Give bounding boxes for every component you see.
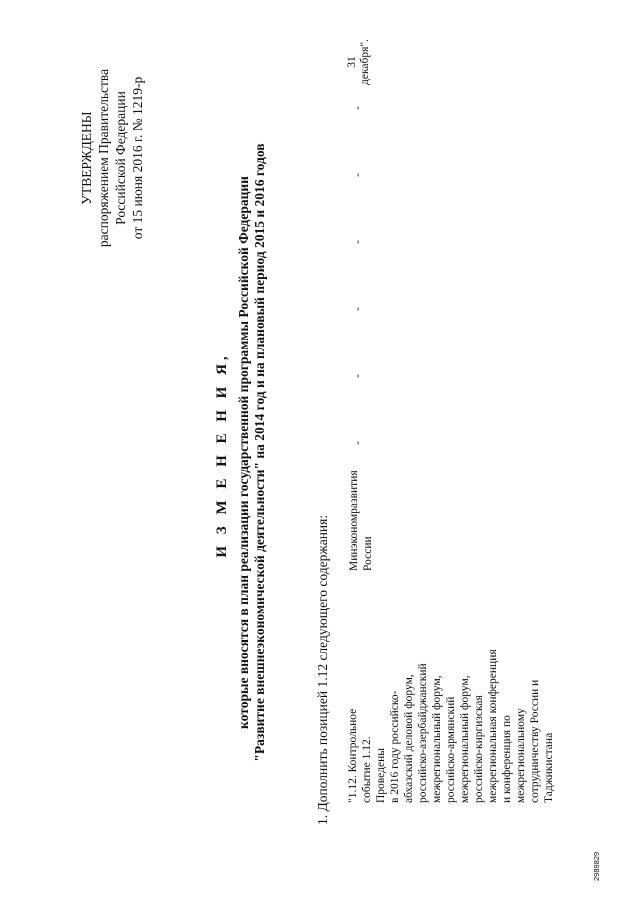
event-line: Таджикистана <box>543 732 555 803</box>
empty-cell-dash: - <box>350 307 364 311</box>
deadline-month: декабря". <box>359 39 371 85</box>
approval-line: Российской Федерации <box>113 91 128 225</box>
responsible-executor <box>347 470 375 571</box>
event-line: сотрудничеству России и <box>529 679 541 803</box>
document-subtitle-line2: "Развитие внешнеэкономической деятельности" на 2014 год и на плановый период 2015 и 2016 годов <box>252 143 267 762</box>
event-line: межрегиональный форум, <box>431 675 443 803</box>
event-description <box>346 603 556 803</box>
approval-line: распоряжением Правительства <box>96 68 111 248</box>
event-line: "1.12. Контрольное <box>347 708 359 803</box>
approval-stamp <box>78 43 146 273</box>
approval-title: УТВЕРЖДЕНЫ <box>79 111 94 205</box>
document-subtitle-line1: которые вносятся в план реализации государственной программы Российской Федерации <box>236 176 251 729</box>
document-title: И З М Е Н Е Н И Я, <box>214 352 230 558</box>
event-line: событие 1.12. <box>361 736 373 803</box>
deadline-day: 31 <box>346 56 358 68</box>
empty-cell-dash: - <box>350 106 364 110</box>
deadline-date <box>346 39 372 85</box>
event-line: в 2016 году российско- <box>389 690 401 803</box>
event-line: и конференция по <box>501 715 513 803</box>
empty-cell-dash: - <box>350 441 364 445</box>
executor-line: Минэкономразвития <box>348 470 360 571</box>
document-number: 2989829 <box>592 851 601 881</box>
event-line: межрегиональный форум, <box>459 675 471 803</box>
event-line: абхазский деловой форум, <box>403 674 415 803</box>
event-line: российско-азербайджанский <box>417 663 429 803</box>
event-line: Проведены <box>375 748 387 803</box>
executor-line: России <box>362 536 374 571</box>
event-line: межрегиональному <box>515 708 527 803</box>
approval-date-number: от 15 июня 2016 г. № 1219-р <box>130 76 145 240</box>
empty-cell-dash: - <box>350 240 364 244</box>
event-line: российско-армянский <box>445 696 457 803</box>
empty-cell-dash: - <box>350 173 364 177</box>
event-line: российско-киргизская <box>473 695 485 803</box>
item-1-paragraph: 1. Дополнить позицией 1.12 следующего содержания: <box>315 514 330 825</box>
empty-cell-dash: - <box>350 374 364 378</box>
event-line: межрегиональная конференция <box>487 649 499 803</box>
